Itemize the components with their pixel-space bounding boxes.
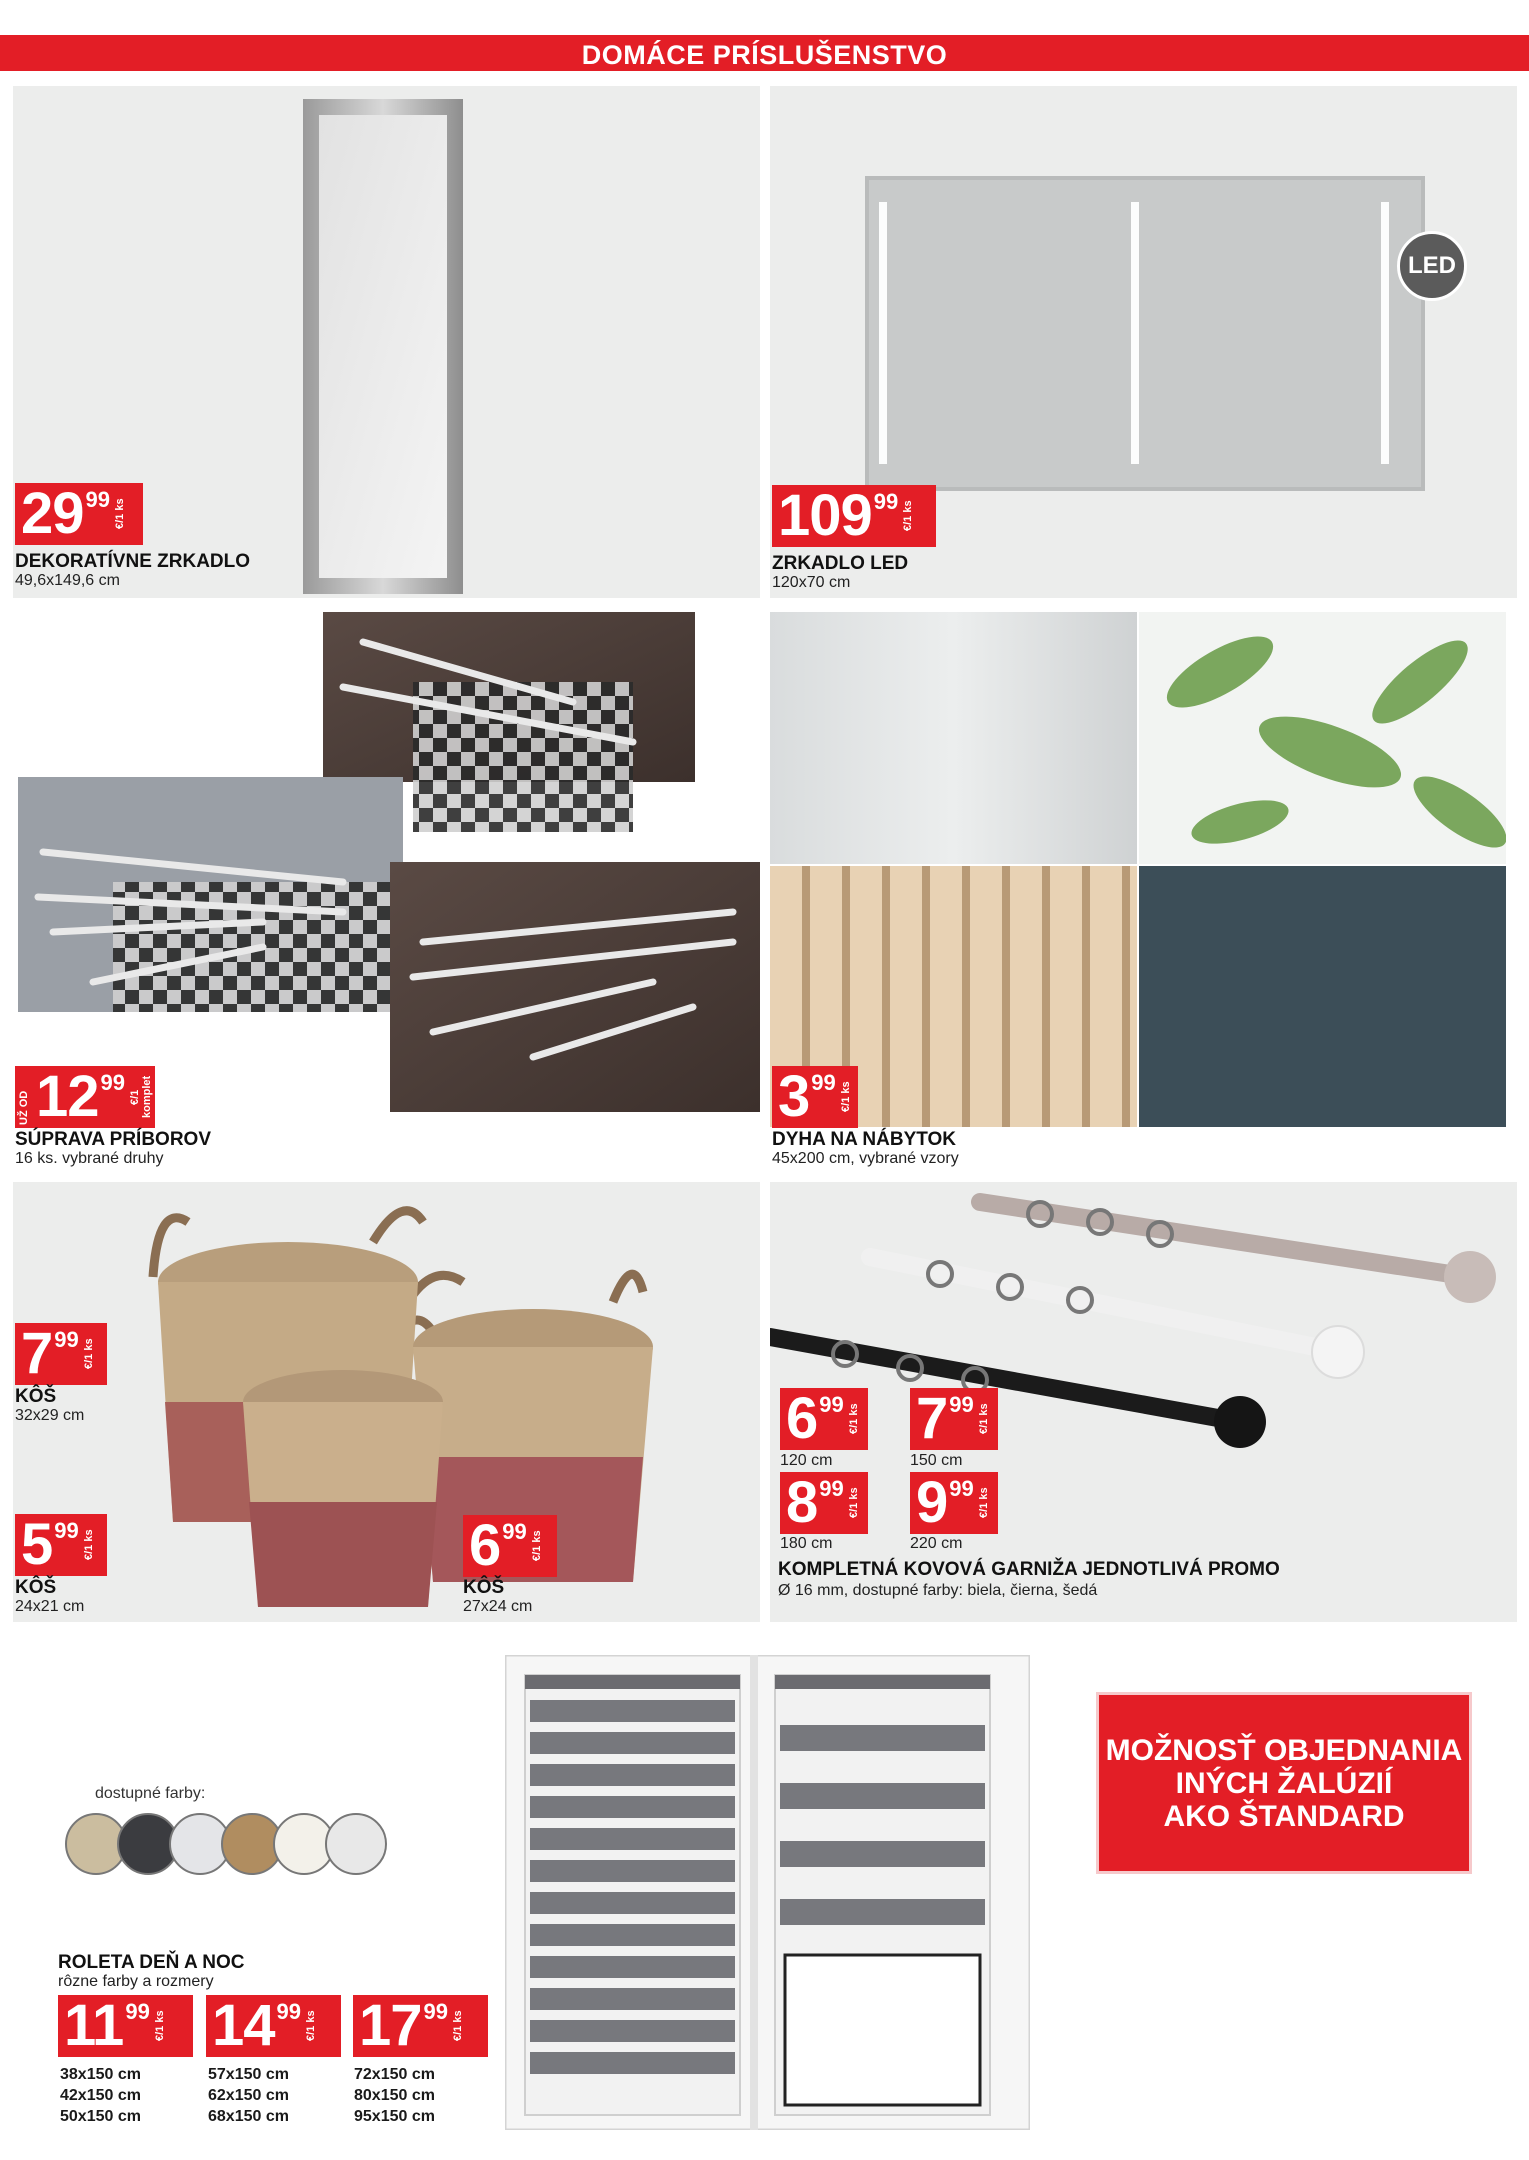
price-tag: UŽ OD 12 99 €/1 komplet (15, 1066, 155, 1128)
product-name: DYHA NA NÁBYTOK (772, 1129, 957, 1150)
baskets-image (143, 1182, 663, 1612)
price-tag: 14 99 €/1 ks (206, 1995, 341, 2057)
product-size: 27x24 cm (463, 1598, 533, 1615)
product-card-veneer[interactable] (770, 612, 1517, 1172)
product-size: 49,6x149,6 cm (15, 572, 120, 589)
product-name: KÔŠ (463, 1577, 505, 1598)
cutlery-image (13, 612, 760, 1112)
product-size: 16 ks. vybrané druhy (15, 1150, 164, 1167)
curtain-rods-image (770, 1182, 1517, 1482)
led-badge: LED (1397, 231, 1467, 301)
product-card-curtain-rod[interactable] (770, 1182, 1517, 1622)
rod-length: 220 cm (910, 1535, 963, 1552)
price-tag: 3 99 €/1 ks (772, 1066, 858, 1128)
price-tag: 7 99 €/1 ks (910, 1388, 998, 1450)
product-size: 24x21 cm (15, 1598, 85, 1615)
product-details: rôzne farby a rozmery (58, 1973, 214, 1990)
product-card-baskets[interactable] (13, 1182, 760, 1622)
product-card-mirror[interactable] (13, 86, 760, 598)
price-tag: 17 99 €/1 ks (353, 1995, 488, 2057)
product-size: 120x70 cm (772, 574, 851, 591)
mirror-image (303, 99, 463, 594)
price-tag: 6 99 €/1 ks (463, 1515, 557, 1577)
product-name: ZRKADLO LED (772, 553, 909, 574)
colors-label: dostupné farby: (95, 1785, 206, 1802)
product-name: DEKORATÍVNE ZRKADLO (15, 551, 251, 572)
product-name: KOMPLETNÁ KOVOVÁ GARNIŽA JEDNOTLIVÁ PROMO (778, 1559, 1280, 1580)
price-tag: 7 99 €/1 ks (15, 1323, 107, 1385)
product-size: 45x200 cm, vybrané vzory (772, 1150, 959, 1167)
roller-blind-image (505, 1655, 1030, 2130)
price-tag: 11 99 €/1 ks (58, 1995, 193, 2057)
blind-sizes: 72x150 cm 80x150 cm 95x150 cm (354, 2066, 435, 2125)
product-name: SÚPRAVA PRÍBOROV (15, 1129, 212, 1150)
rod-length: 150 cm (910, 1452, 963, 1469)
promo-text: MOŽNOSŤ OBJEDNANIA INÝCH ŽALÚZIÍ AKO ŠTANDARD (1105, 1733, 1463, 1833)
section-title: DOMÁCE PRÍSLUŠENSTVO (581, 40, 948, 70)
veneer-patterns-image (770, 612, 1506, 1127)
product-name: KÔŠ (15, 1577, 57, 1598)
product-details: Ø 16 mm, dostupné farby: biela, čierna, šedá (778, 1582, 1098, 1599)
blind-sizes: 57x150 cm 62x150 cm 68x150 cm (208, 2066, 289, 2125)
product-name: ROLETA DEŇ A NOC (58, 1952, 245, 1973)
price-tag: 5 99 €/1 ks (15, 1514, 107, 1576)
rod-length: 180 cm (780, 1535, 833, 1552)
price-tag: 9 99 €/1 ks (910, 1472, 998, 1534)
blind-sizes: 38x150 cm 42x150 cm 50x150 cm (60, 2066, 141, 2125)
rod-length: 120 cm (780, 1452, 833, 1469)
price-tag: 6 99 €/1 ks (780, 1388, 868, 1450)
led-mirror-image (865, 176, 1425, 491)
product-size: 32x29 cm (15, 1407, 85, 1424)
product-card-cutlery[interactable] (13, 612, 760, 1172)
section-banner (0, 35, 1529, 71)
product-card-led-mirror[interactable] (770, 86, 1517, 598)
product-name: KÔŠ (15, 1386, 57, 1407)
color-swatch-white[interactable] (325, 1813, 387, 1875)
price-tag: 8 99 €/1 ks (780, 1472, 868, 1534)
custom-order-promo-box (1096, 1692, 1472, 1874)
price-tag: 109 99 €/1 ks (772, 485, 936, 547)
price-tag: 29 99 €/1 ks (15, 483, 143, 545)
